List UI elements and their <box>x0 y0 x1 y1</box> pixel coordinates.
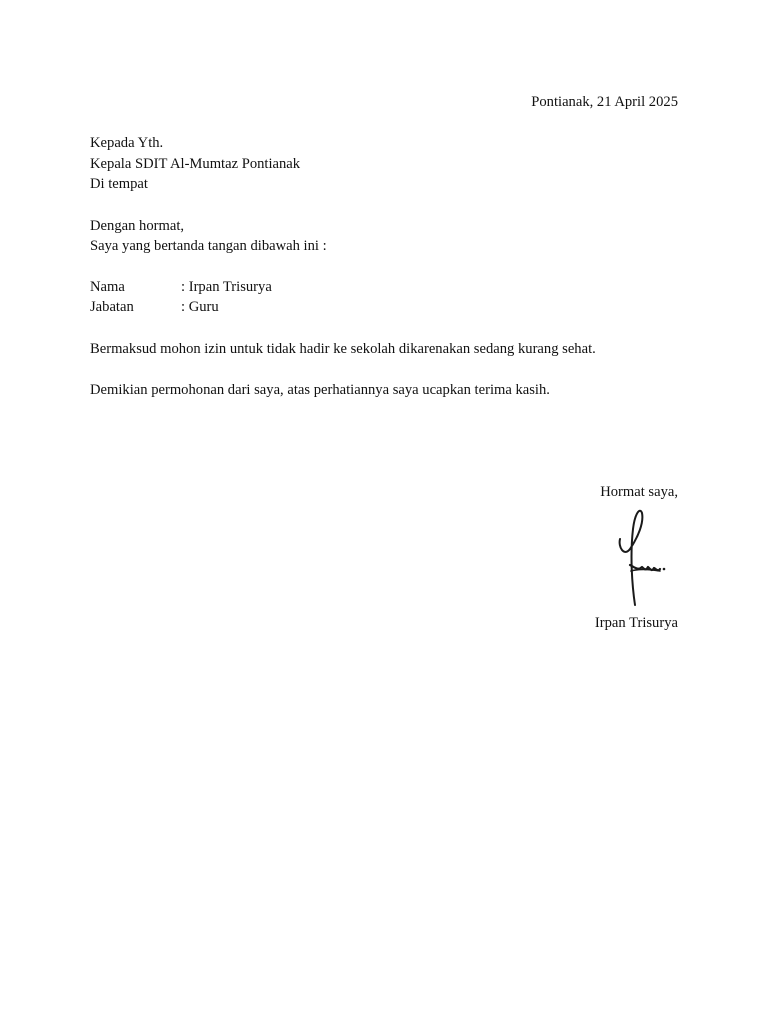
field-row-name <box>90 277 272 297</box>
field-value-name: : Irpan Trisurya <box>181 279 272 295</box>
recipient-line-2: Kepala SDIT Al-Mumtaz Pontianak <box>90 156 301 172</box>
greeting: Dengan hormat, <box>90 218 185 234</box>
closing-paragraph: Demikian permohonan dari saya, atas perhatiannya saya ucapkan terima kasih. <box>90 382 550 398</box>
field-value-position: : Guru <box>181 299 219 315</box>
recipient-line-1: Kepada Yth. <box>90 135 164 151</box>
recipient-line-3: Di tempat <box>90 176 148 192</box>
place-date: Pontianak, 21 April 2025 <box>531 94 678 110</box>
closing-salutation: Hormat saya, <box>600 484 678 500</box>
signatory-name: Irpan Trisurya <box>594 615 678 631</box>
field-row-position <box>90 297 219 317</box>
body-paragraph: Bermaksud mohon izin untuk tidak hadir ke sekolah dikarenakan sedang kurang sehat. <box>90 341 596 357</box>
field-label-name: Nama <box>90 279 125 295</box>
field-label-position: Jabatan <box>90 299 134 315</box>
handwritten-signature-icon <box>608 505 672 609</box>
intro-text: Saya yang bertanda tangan dibawah ini : <box>90 238 327 254</box>
